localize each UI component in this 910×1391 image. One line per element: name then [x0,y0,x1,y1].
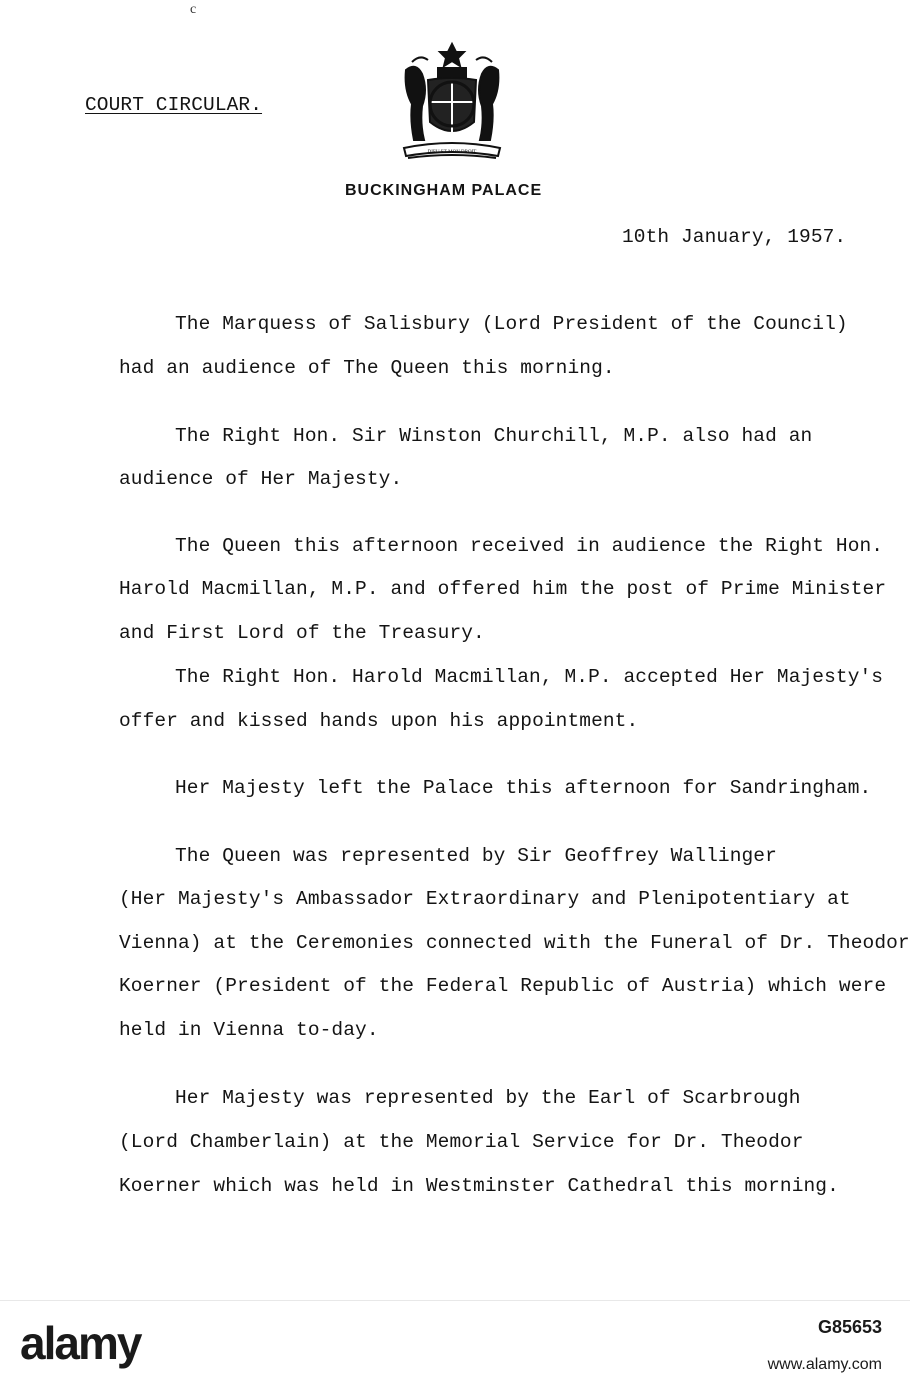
body-line: and First Lord of the Treasury. [119,622,485,644]
alamy-logo: alamy [20,1317,141,1369]
body-line: Vienna) at the Ceremonies connected with the Funeral of Dr. Theodor [119,932,910,954]
watermark-url: www.alamy.com [767,1356,882,1373]
body-line: The Marquess of Salisbury (Lord President of the Council) [175,313,848,335]
body-line: The Right Hon. Harold Macmillan, M.P. accepted Her Majesty's [175,666,884,688]
crest-motto: DIEU ET MON DROIT [427,150,477,155]
body-line: The Queen was represented by Sir Geoffrey Wallinger [175,845,777,867]
body-line: held in Vienna to-day. [119,1019,379,1041]
court-circular-heading: COURT CIRCULAR. [85,94,263,116]
body-line: offer and kissed hands upon his appointment. [119,710,639,732]
body-line: had an audience of The Queen this morning. [119,357,615,379]
body-line: (Her Majesty's Ambassador Extraordinary and Plenipotentiary at [119,888,851,910]
body-line: audience of Her Majesty. [119,468,403,490]
body-line: Harold Macmillan, M.P. and offered him the post of Prime Minister [119,578,887,600]
royal-coat-of-arms-icon [398,40,506,164]
body-line: Koerner which was held in Westminster Cathedral this morning. [119,1175,839,1197]
body-line: Her Majesty was represented by the Earl of Scarbrough [175,1087,801,1109]
letter-date: 10th January, 1957. [622,226,847,248]
body-line: The Queen this afternoon received in audience the Right Hon. [175,535,884,557]
body-line: Her Majesty left the Palace this afternoon for Sandringham. [175,777,872,799]
image-id: G85653 [817,1317,882,1337]
body-line: The Right Hon. Sir Winston Churchill, M.P. also had an [175,425,813,447]
body-line: (Lord Chamberlain) at the Memorial Service for Dr. Theodor [119,1131,804,1153]
corner-mark: c [190,2,197,17]
body-line: Koerner (President of the Federal Republic of Austria) which were [119,975,887,997]
palace-letterhead: BUCKINGHAM PALACE [345,182,543,199]
